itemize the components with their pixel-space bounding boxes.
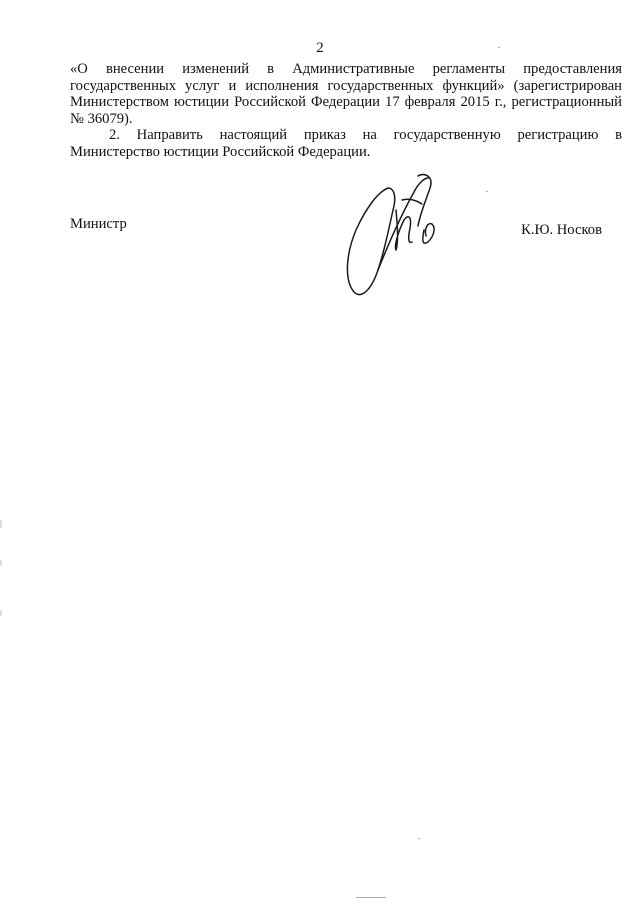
paragraph-item-2: 2. Направить настоящий приказ на государственную регистрацию в Министерство юстиции Российской Федерации. — [70, 127, 622, 160]
scan-speck — [356, 897, 386, 898]
handwritten-signature — [338, 170, 448, 298]
scan-speck — [418, 838, 420, 839]
scan-speck — [498, 47, 500, 48]
scan-edge-marks — [0, 520, 3, 640]
document-body — [70, 61, 622, 160]
signatory-name: К.Ю. Носков — [521, 222, 602, 238]
paragraph-continuation: «О внесении изменений в Административные регламенты предоставления государственных услуг и исполнения государственных функций» (зарегистрирован Министерством юстиции Российской Федерации 17 февраля 2015 г., регистрационный № 36079). — [70, 61, 622, 127]
page-number: 2 — [316, 40, 324, 56]
signatory-title: Министр — [70, 216, 127, 232]
scan-speck — [486, 191, 488, 192]
